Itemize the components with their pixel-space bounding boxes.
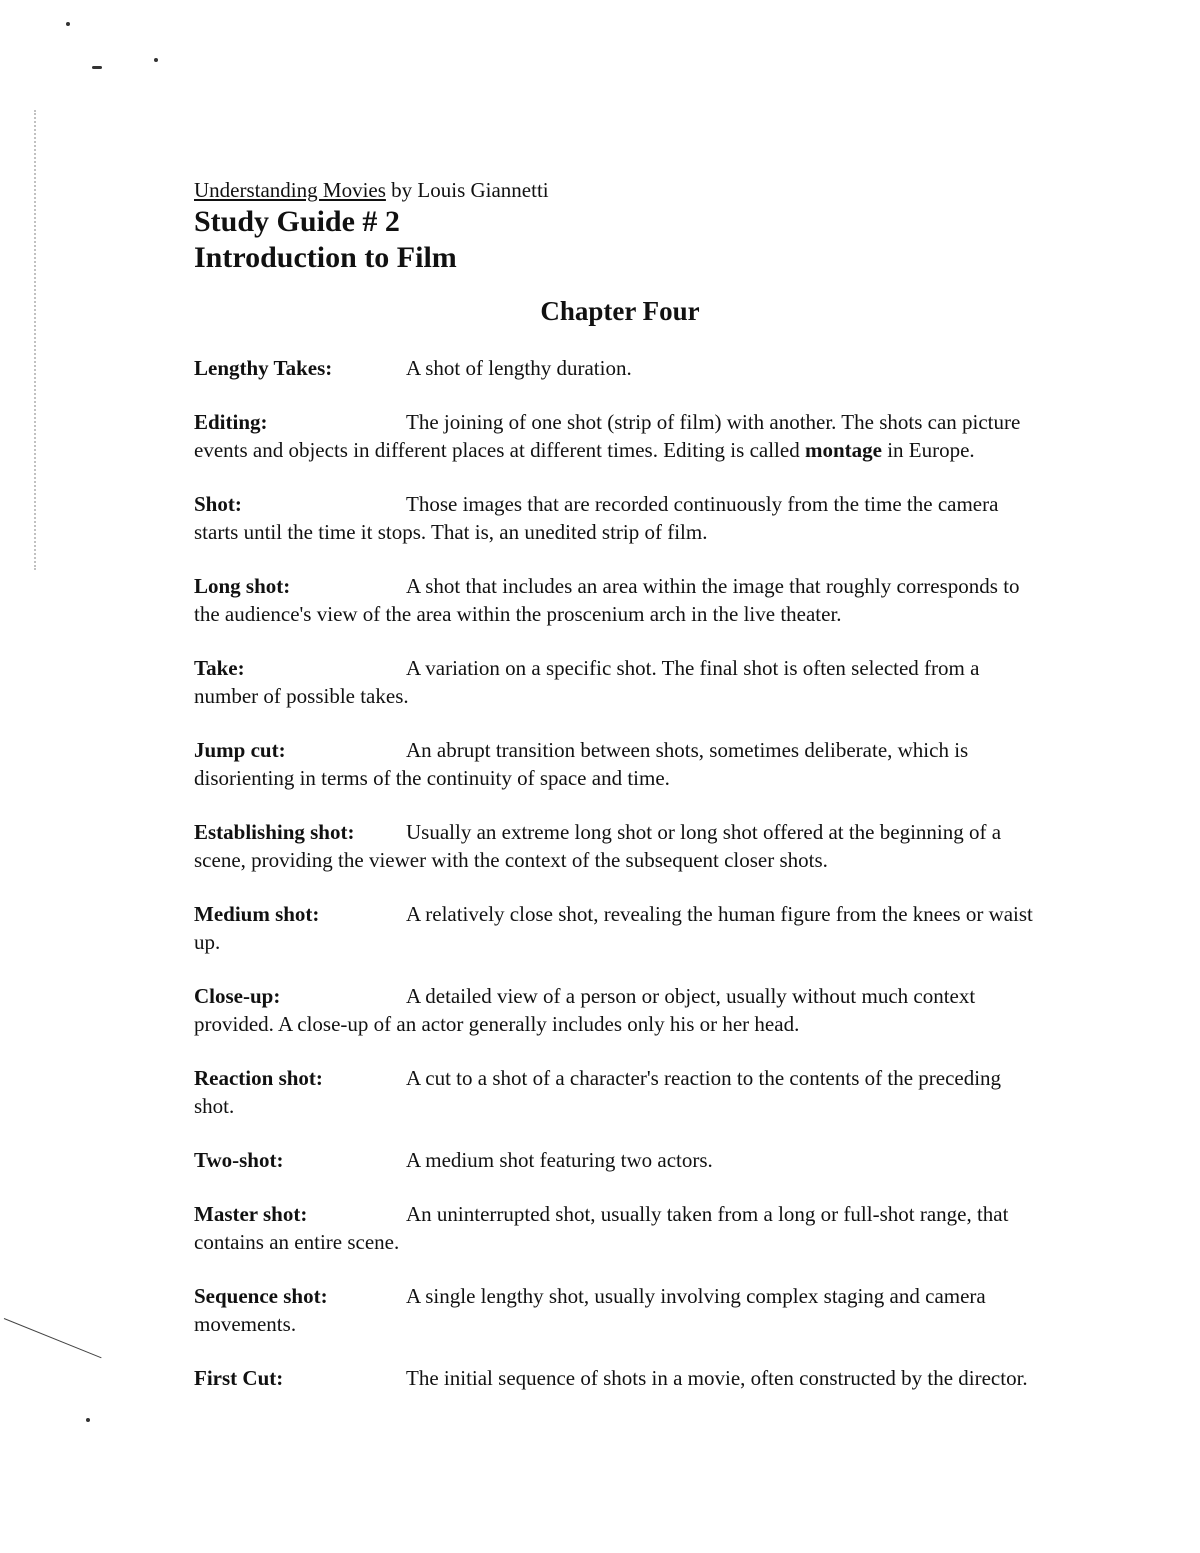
glossary-entry bbox=[194, 572, 1039, 628]
scan-speck bbox=[86, 1418, 90, 1422]
term-definition-emphasis: montage bbox=[804, 438, 882, 462]
guide-title: Study Guide # 2 bbox=[194, 205, 400, 238]
glossary-entry bbox=[194, 1064, 1039, 1120]
term-name: Lengthy Takes: bbox=[194, 356, 333, 380]
term-definition: An abrupt transition between shots, sometimes deliberate, which is disorienting in terms of the continuity of space and time. bbox=[194, 738, 969, 790]
scan-speck bbox=[92, 66, 102, 69]
scan-speck bbox=[154, 58, 158, 62]
term-name: First Cut: bbox=[194, 1366, 284, 1390]
term-definition: The initial sequence of shots in a movie, often constructed by the director. bbox=[406, 1366, 1028, 1390]
term-name: Jump cut: bbox=[194, 738, 286, 762]
course-title: Introduction to Film bbox=[194, 241, 457, 274]
glossary-entry bbox=[194, 818, 1039, 874]
book-citation bbox=[194, 176, 549, 204]
glossary-entry bbox=[194, 354, 1039, 382]
glossary-entry bbox=[194, 1364, 1039, 1392]
term-definition-text: The joining of one shot (strip of film) with another. The shots can picture events and objects in different places at different times. Editing is called bbox=[194, 410, 1021, 462]
term-definition-text: in Europe. bbox=[881, 438, 975, 462]
term-definition: A relatively close shot, revealing the human figure from the knees or waist up. bbox=[194, 902, 1033, 954]
term-name: Long shot: bbox=[194, 574, 291, 598]
glossary-entry bbox=[194, 1146, 1039, 1174]
term-definition: A medium shot featuring two actors. bbox=[406, 1148, 713, 1172]
term-definition: An uninterrupted shot, usually taken from a long or full-shot range, that contains an entire scene. bbox=[194, 1202, 1009, 1254]
glossary-entry bbox=[194, 1282, 1039, 1338]
glossary-list bbox=[194, 354, 1039, 1418]
glossary-entry bbox=[194, 408, 1039, 464]
glossary-entry bbox=[194, 654, 1039, 710]
term-definition: A shot of lengthy duration. bbox=[406, 356, 632, 380]
book-author: by Louis Giannetti bbox=[385, 178, 549, 202]
glossary-entry bbox=[194, 490, 1039, 546]
term-definition: A cut to a shot of a character's reaction to the contents of the preceding shot. bbox=[194, 1066, 1002, 1118]
term-name: Sequence shot: bbox=[194, 1284, 328, 1308]
term-name: Shot: bbox=[194, 492, 242, 516]
glossary-entry bbox=[194, 736, 1039, 792]
term-name: Close-up: bbox=[194, 984, 281, 1008]
term-name: Take: bbox=[194, 656, 245, 680]
scan-edge-artifact bbox=[34, 110, 50, 570]
term-name: Master shot: bbox=[194, 1202, 308, 1226]
term-definition: A single lengthy shot, usually involving complex staging and camera movements. bbox=[194, 1284, 986, 1336]
scan-speck bbox=[66, 22, 70, 26]
term-definition: Those images that are recorded continuously from the time the camera starts until the time it stops. That is, an unedited strip of film. bbox=[194, 492, 999, 544]
term-definition: A variation on a specific shot. The final shot is often selected from a number of possible takes. bbox=[194, 656, 980, 708]
document-header bbox=[194, 176, 549, 276]
scan-stroke bbox=[4, 1318, 102, 1358]
book-title: Understanding Movies bbox=[194, 178, 386, 202]
term-definition: A detailed view of a person or object, usually without much context provided. A close-up of an actor generally includes only his or her head. bbox=[194, 984, 976, 1036]
term-name: Medium shot: bbox=[194, 902, 320, 926]
term-name: Editing: bbox=[194, 410, 268, 434]
term-name: Reaction shot: bbox=[194, 1066, 323, 1090]
term-name: Two-shot: bbox=[194, 1148, 284, 1172]
term-name: Establishing shot: bbox=[194, 820, 355, 844]
glossary-entry bbox=[194, 1200, 1039, 1256]
glossary-entry bbox=[194, 900, 1039, 956]
term-definition: Usually an extreme long shot or long shot offered at the beginning of a scene, providing the viewer with the context of the subsequent closer shots. bbox=[194, 820, 1002, 872]
chapter-heading: Chapter Four bbox=[540, 296, 700, 326]
term-definition: A shot that includes an area within the image that roughly corresponds to the audience's view of the area within the proscenium arch in the live theater. bbox=[194, 574, 1020, 626]
glossary-entry bbox=[194, 982, 1039, 1038]
